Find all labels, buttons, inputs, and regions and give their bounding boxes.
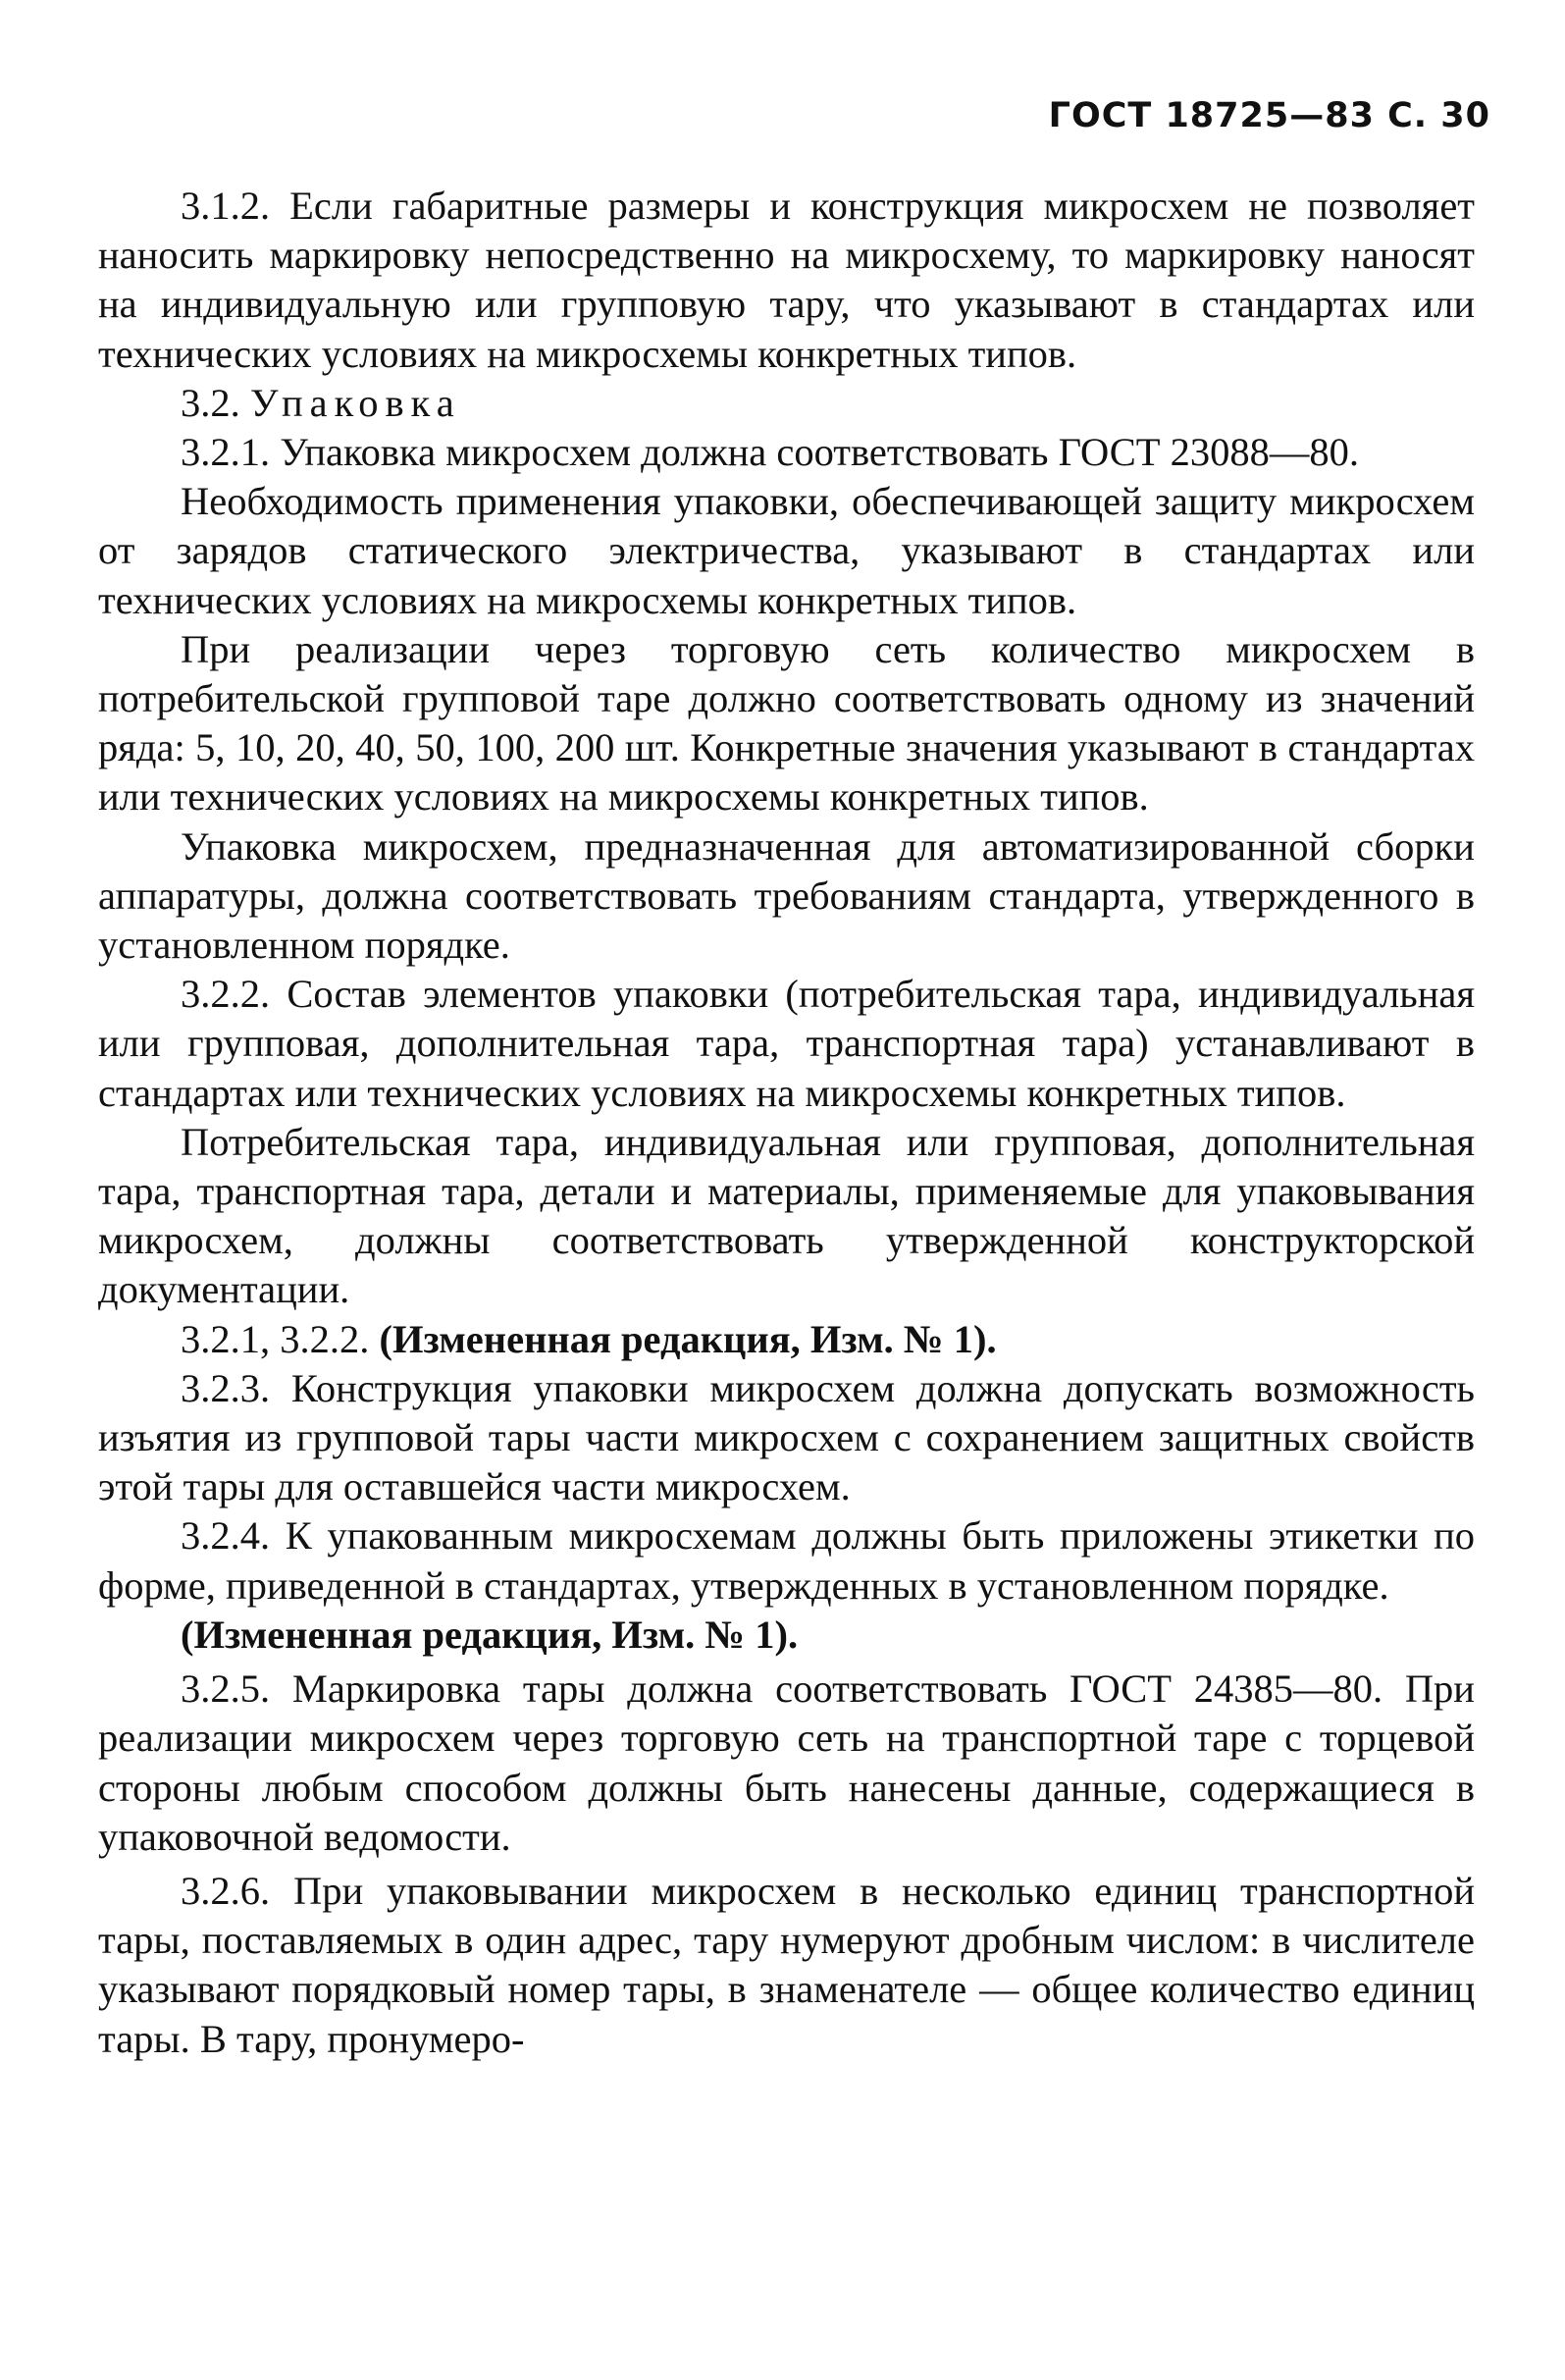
paragraph-consumer-packaging: Потребительская тара, индивидуальная или групповая, дополнительная тара, транспортная тара, детали и материалы, применяемые для упаковывания микросхем, должны соответствовать утвержденной конструкторской документации. xyxy=(98,1119,1475,1312)
paragraph-3-2-6: 3.2.6. При упаковывании микросхем в несколько единиц транспортной тары, поставляемых в один адрес, тару нумеруют дробным числом: в числителе указывают порядковый номер тары, в знаменателе — общее количество единиц тары. В тару, пронумеро- xyxy=(98,1868,1475,2061)
section-number: 3.2. xyxy=(181,380,240,425)
amendment-text: (Измененная редакция, Изм. № 1). xyxy=(379,1316,997,1361)
amendment-note-1 xyxy=(98,1315,1475,1364)
paragraph-3-2-4: 3.2.4. К упакованным микросхемам должны быть приложены этикетки по форме, приведенной в стандартах, утвержденных в установленном порядке. xyxy=(98,1513,1475,1608)
paragraph-3-2-2: 3.2.2. Состав элементов упаковки (потребительская тара, индивидуальная или групповая, дополнительная тара, транспортная тара) устанавливают в стандартах или технических условиях на микросхемы конкретных типов. xyxy=(98,972,1475,1115)
paragraph-3-2-5: 3.2.5. Маркировка тары должна соответствовать ГОСТ 24385—80. При реализации микросхем через торговую сеть на транспортной таре с торцевой стороны любым способом должны быть нанесены данные, содержащиеся в упаковочной ведомости. xyxy=(98,1666,1475,1859)
amendment-note-2: (Измененная редакция, Изм. № 1). xyxy=(181,1612,799,1657)
paragraph-3-2-1: 3.2.1. Упаковка микросхем должна соответствовать ГОСТ 23088—80. xyxy=(181,430,1360,475)
paragraph-automated-assembly: Упаковка микросхем, предназначенная для автоматизированной сборки аппаратуры, должна соответствовать требованиям стандарта, утвержденного в установленном порядке. xyxy=(98,823,1475,968)
paragraph-static-protection: Необходимость применения упаковки, обеспечивающей защиту микросхем от зарядов статического электричества, указывают в стандартах или технических условиях на микросхемы конкретных типов. xyxy=(98,479,1475,622)
paragraph-retail-quantity: При реализации через торговую сеть количество микросхем в потребительской групповой таре должно соответствовать одному из значений ряда: 5, 10, 20, 40, 50, 100, 200 шт. Конкретные значения указывают в стандартах или технических условиях на микросхемы конкретных типов. xyxy=(98,626,1475,820)
paragraph-3-1-2: 3.1.2. Если габаритные размеры и конструкция микросхем не позволяет наносить маркировку непосредственно на микросхему, то маркировку наносят на индивидуальную или групповую тару, что указывают в стандартах или технических условиях на микросхемы конкретных типов. xyxy=(98,184,1475,376)
section-title: Упаковка xyxy=(249,380,461,425)
document-body xyxy=(98,182,1475,2064)
paragraph-3-2-3: 3.2.3. Конструкция упаковки микросхем должна допускать возможность изъятия из групповой тары части микросхем с сохранением защитных свойств этой тары для оставшейся части микросхем. xyxy=(98,1365,1475,1509)
amendment-clauses: 3.2.1, 3.2.2. xyxy=(181,1316,370,1361)
section-heading-3-2 xyxy=(98,379,1475,428)
page-header: ГОСТ 18725—83 С. 30 xyxy=(1048,96,1490,135)
